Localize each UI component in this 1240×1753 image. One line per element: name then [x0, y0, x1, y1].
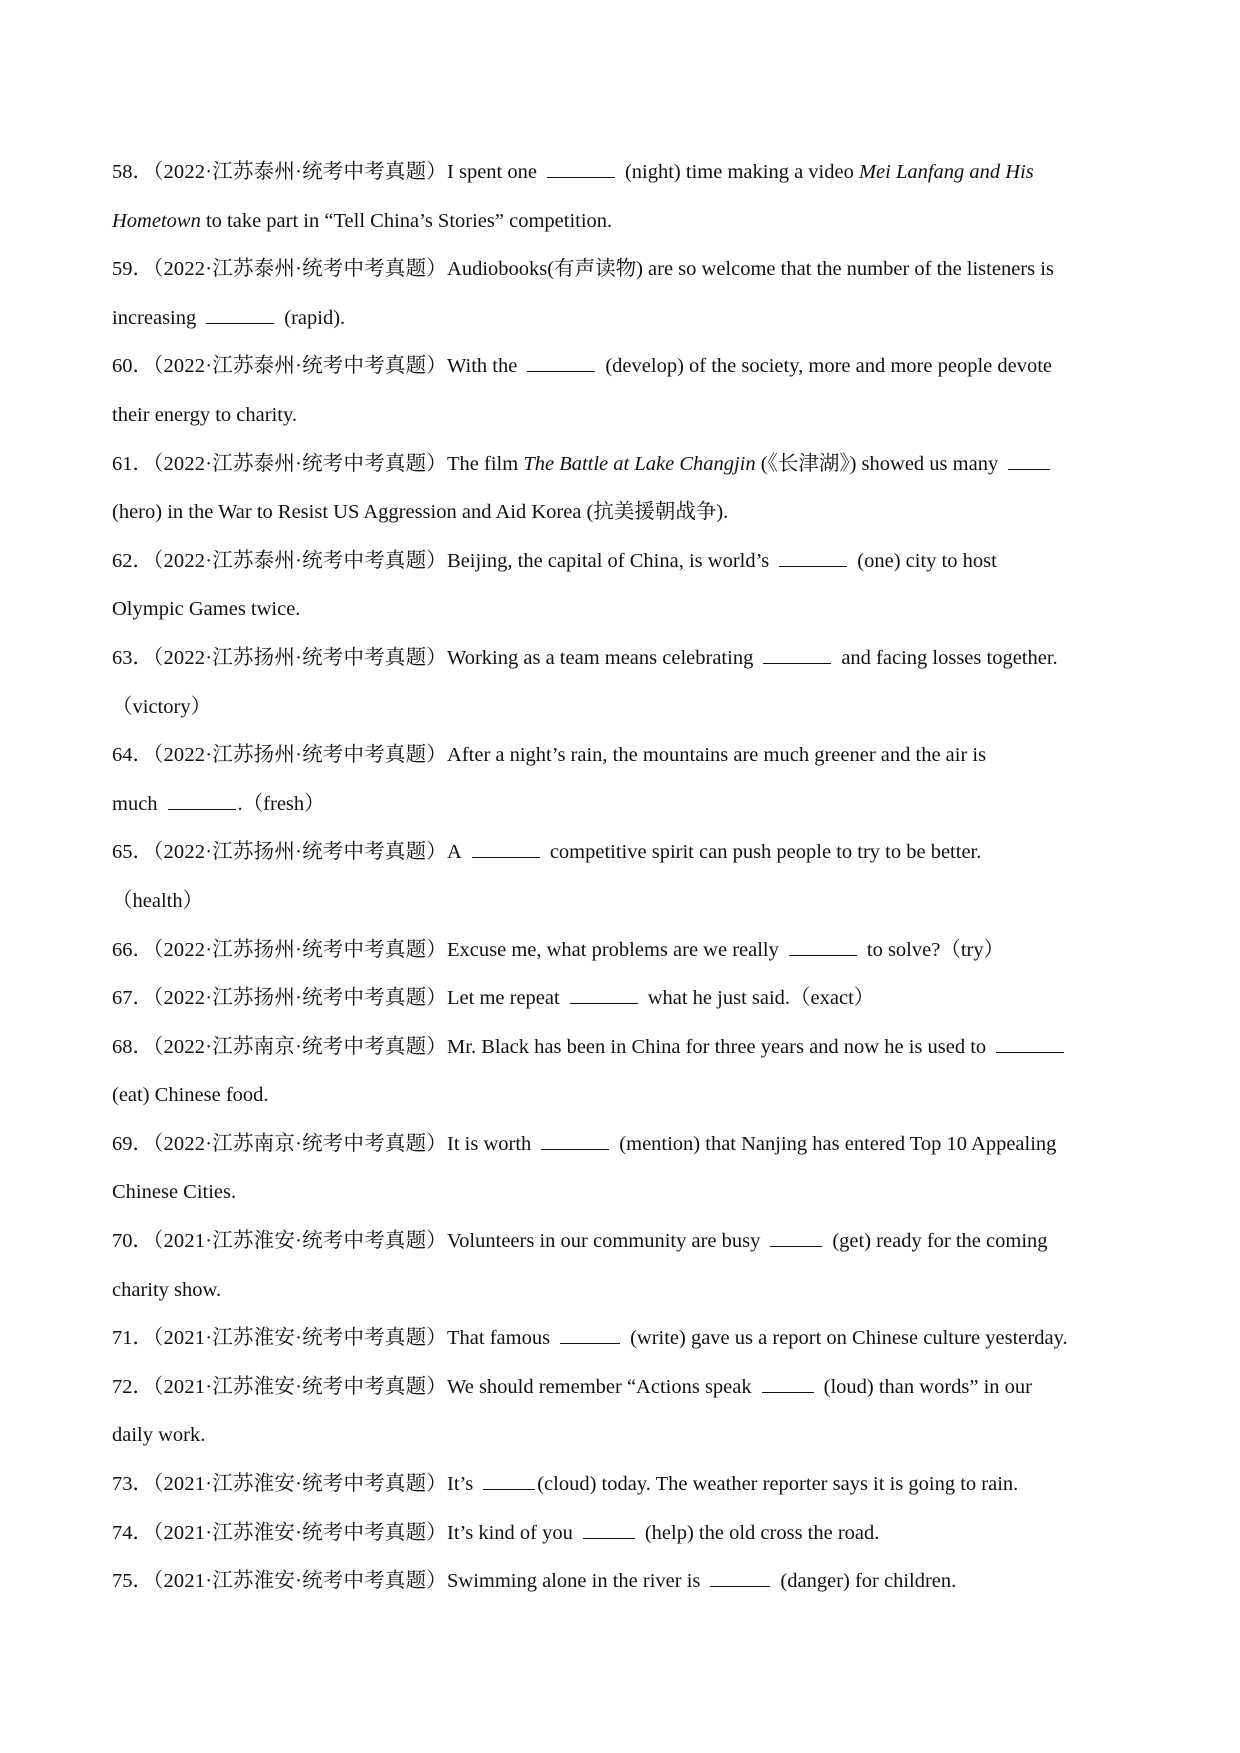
question-source: （2021·江苏淮安·统考中考真题） — [153, 1521, 448, 1544]
question-69-line-2 — [112, 1168, 1137, 1217]
answer-blank[interactable] — [570, 1002, 638, 1004]
question-75-line-1 — [112, 1557, 1137, 1606]
question-62-line-1 — [112, 537, 1137, 586]
question-source: （2021·江苏淮安·统考中考真题） — [153, 1570, 448, 1593]
answer-blank[interactable] — [560, 1342, 620, 1344]
answer-blank[interactable] — [483, 1488, 535, 1490]
question-73-line-1 — [112, 1460, 1137, 1509]
question-number: 67． — [112, 987, 153, 1010]
question-64-line-2 — [112, 780, 1137, 829]
question-text: Olympic Games twice. — [112, 598, 301, 621]
video-title: Hometown — [112, 209, 201, 232]
question-58-line-1 — [112, 148, 1137, 197]
question-text: .（fresh） — [237, 792, 325, 815]
question-number: 65． — [112, 841, 153, 864]
question-text: (danger) for children. — [780, 1570, 957, 1593]
question-61-line-1 — [112, 440, 1137, 489]
question-text: Working as a team means celebrating — [447, 646, 754, 669]
question-71-line-1 — [112, 1314, 1137, 1363]
question-text: what he just said.（exact） — [647, 987, 875, 1010]
answer-blank[interactable] — [789, 954, 857, 956]
answer-blank[interactable] — [206, 322, 274, 324]
question-source: （2022·江苏扬州·统考中考真题） — [153, 987, 448, 1010]
answer-blank[interactable] — [763, 662, 831, 664]
question-text: Volunteers in our community are busy — [447, 1230, 761, 1253]
answer-blank[interactable] — [541, 1148, 609, 1150]
question-59-line-2 — [112, 294, 1137, 343]
question-source: （2022·江苏扬州·统考中考真题） — [153, 841, 448, 864]
question-68-line-1 — [112, 1023, 1137, 1072]
question-text: (night) time making a video — [624, 161, 854, 183]
answer-blank[interactable] — [583, 1537, 635, 1539]
question-text: Excuse me, what problems are we really — [447, 938, 779, 961]
answer-blank[interactable] — [472, 856, 540, 858]
question-number: 72． — [112, 1375, 153, 1398]
question-74-line-1 — [112, 1509, 1137, 1558]
question-70-line-1 — [112, 1217, 1137, 1266]
question-number: 74． — [112, 1521, 153, 1544]
question-number: 63． — [112, 646, 153, 669]
answer-blank[interactable] — [547, 176, 615, 178]
question-text: With the — [447, 355, 518, 378]
question-text: (rapid). — [284, 306, 346, 329]
question-source: （2021·江苏淮安·统考中考真题） — [153, 1473, 448, 1496]
question-72-line-1 — [112, 1363, 1137, 1412]
question-61-line-2 — [112, 488, 1137, 537]
question-text: Swimming alone in the river is — [447, 1570, 701, 1593]
word-hint: （health） — [112, 889, 204, 912]
question-66-line-1 — [112, 926, 1137, 975]
question-text: It’s — [447, 1473, 474, 1496]
question-number: 62． — [112, 549, 153, 572]
question-number: 68． — [112, 1035, 153, 1058]
answer-blank[interactable] — [779, 565, 847, 567]
question-number: 69． — [112, 1132, 153, 1155]
question-text: After a night’s rain, the mountains are much greener and the air is — [447, 744, 987, 767]
question-text: (《长津湖》) showed us many — [760, 452, 999, 475]
question-number: 60． — [112, 355, 153, 378]
question-68-line-2 — [112, 1071, 1137, 1120]
question-text: We should remember “Actions speak — [447, 1375, 752, 1398]
question-text: Chinese Cities. — [112, 1181, 237, 1204]
question-text: (get) ready for the coming — [832, 1230, 1048, 1253]
question-text: competitive spirit can push people to try to be better. — [549, 841, 982, 864]
question-source: （2022·江苏南京·统考中考真题） — [153, 1035, 448, 1058]
question-text: (cloud) today. The weather reporter says it is going to rain. — [537, 1473, 1019, 1496]
word-hint: （victory） — [112, 695, 212, 718]
question-text: It’s kind of you — [447, 1521, 573, 1544]
question-65-line-2 — [112, 877, 1137, 926]
question-source: （2021·江苏淮安·统考中考真题） — [153, 1327, 448, 1350]
question-text: (hero) in the War to Resist US Aggression and Aid Korea (抗美援朝战争). — [112, 501, 729, 524]
question-number: 75． — [112, 1570, 153, 1593]
question-source: （2022·江苏泰州·统考中考真题） — [153, 355, 448, 378]
question-67-line-1 — [112, 974, 1137, 1023]
answer-blank[interactable] — [996, 1051, 1064, 1053]
question-source: （2022·江苏扬州·统考中考真题） — [153, 938, 448, 961]
answer-blank[interactable] — [710, 1585, 770, 1587]
question-text: much — [112, 792, 158, 815]
question-text: (develop) of the society, more and more people devote — [605, 355, 1053, 378]
question-number: 61． — [112, 452, 153, 475]
question-text: That famous — [447, 1327, 551, 1350]
question-number: 58． — [112, 161, 153, 183]
question-source: （2022·江苏泰州·统考中考真题） — [153, 258, 448, 281]
question-number: 66． — [112, 938, 153, 961]
question-source: （2022·江苏扬州·统考中考真题） — [153, 744, 448, 767]
question-text: A — [447, 841, 462, 864]
question-text: (mention) that Nanjing has entered Top 10 Appealing — [619, 1132, 1057, 1155]
question-text: and facing losses together. — [841, 646, 1058, 669]
answer-blank[interactable] — [527, 370, 595, 372]
question-source: （2022·江苏泰州·统考中考真题） — [153, 161, 448, 183]
question-text: Beijing, the capital of China, is world’s — [447, 549, 770, 572]
question-60-line-2 — [112, 391, 1137, 440]
question-58-line-2 — [112, 197, 1137, 246]
question-text: (write) gave us a report on Chinese culture yesterday. — [630, 1327, 1068, 1350]
question-text: daily work. — [112, 1424, 206, 1447]
answer-blank[interactable] — [168, 808, 236, 810]
question-text: (help) the old cross the road. — [644, 1521, 880, 1544]
answer-blank[interactable] — [762, 1391, 814, 1393]
question-text: to solve?（try） — [866, 938, 1005, 961]
question-number: 73． — [112, 1473, 153, 1496]
question-63-line-2 — [112, 683, 1137, 732]
question-72-line-2 — [112, 1411, 1137, 1460]
question-text: (eat) Chinese food. — [112, 1084, 269, 1107]
question-65-line-1 — [112, 828, 1137, 877]
question-text: their energy to charity. — [112, 403, 298, 426]
answer-blank[interactable] — [770, 1245, 822, 1247]
question-text: Audiobooks(有声读物) are so welcome that the number of the listeners is — [447, 258, 1054, 281]
video-title: Mei Lanfang and His — [858, 161, 1034, 183]
question-text: increasing — [112, 306, 197, 329]
question-text: charity show. — [112, 1278, 222, 1301]
question-source: （2021·江苏淮安·统考中考真题） — [153, 1375, 448, 1398]
question-source: （2022·江苏南京·统考中考真题） — [153, 1132, 448, 1155]
question-text: Mr. Black has been in China for three years and now he is used to — [447, 1035, 987, 1058]
question-text: (one) city to host — [857, 549, 997, 572]
question-59-line-1 — [112, 245, 1137, 294]
question-text: I spent one — [447, 161, 537, 183]
question-number: 70． — [112, 1230, 153, 1253]
question-64-line-1 — [112, 731, 1137, 780]
question-63-line-1 — [112, 634, 1137, 683]
question-text: It is worth — [447, 1132, 532, 1155]
answer-blank[interactable] — [1008, 468, 1050, 470]
question-text: Let me repeat — [447, 987, 560, 1010]
film-title: The Battle at Lake Changjin — [523, 452, 756, 475]
question-source: （2022·江苏扬州·统考中考真题） — [153, 646, 448, 669]
question-number: 64． — [112, 744, 153, 767]
question-69-line-1 — [112, 1120, 1137, 1169]
question-number: 71． — [112, 1327, 153, 1350]
question-source: （2022·江苏泰州·统考中考真题） — [153, 549, 448, 572]
exercise-list — [112, 148, 1137, 1606]
question-source: （2021·江苏淮安·统考中考真题） — [153, 1230, 448, 1253]
question-70-line-2 — [112, 1266, 1137, 1315]
question-text: to take part in “Tell China’s Stories” competition. — [205, 209, 613, 232]
question-source: （2022·江苏泰州·统考中考真题） — [153, 452, 448, 475]
question-text: (loud) than words” in our — [823, 1375, 1033, 1398]
question-number: 59． — [112, 258, 153, 281]
question-text: The film — [447, 452, 519, 475]
question-60-line-1 — [112, 342, 1137, 391]
question-62-line-2 — [112, 585, 1137, 634]
